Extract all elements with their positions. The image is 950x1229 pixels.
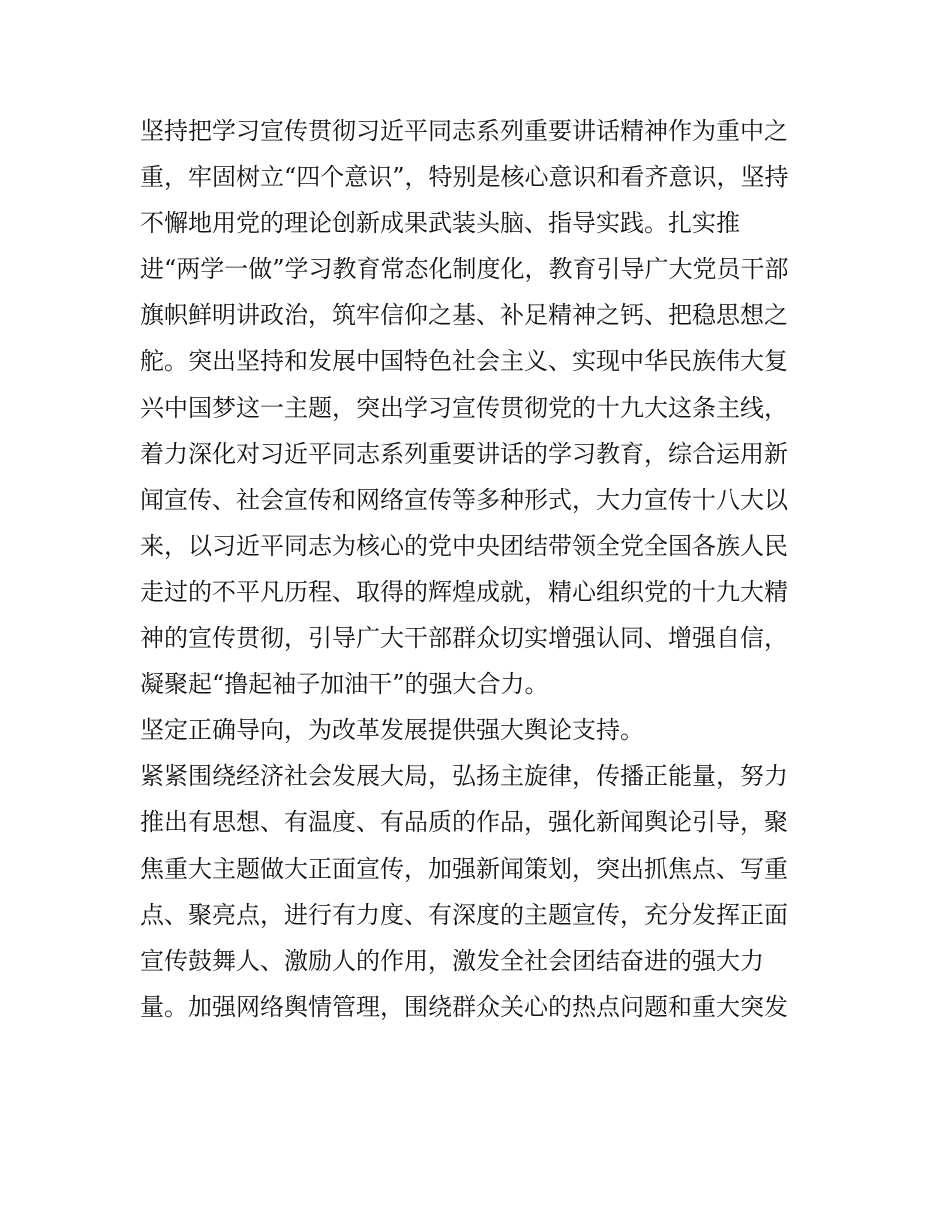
text-line-20: 量。加强网络舆情管理，围绕群众关心的热点问题和重大突发 <box>140 992 788 1021</box>
text-line-19: 宣传鼓舞人、激励人的作用，激发全社会团结奋进的强大力 <box>140 946 764 975</box>
text-line-2: 重，牢固树立“四个意识”，特别是核心意识和看齐意识，坚持 <box>140 163 789 192</box>
text-line-13: 凝聚起“撸起袖子加油干”的强大合力。 <box>140 670 549 699</box>
text-line-12: 神的宣传贯彻，引导广大干部群众切实增强认同、增强自信， <box>140 624 788 653</box>
text-line-8: 着力深化对习近平同志系列重要讲话的学习教育，综合运用新 <box>140 439 788 468</box>
text-line-10: 来，以习近平同志为核心的党中央团结带领全党全国各族人民 <box>140 531 788 560</box>
text-line-7: 兴中国梦这一主题，突出学习宣传贯彻党的十九大这条主线， <box>140 393 788 422</box>
text-line-9: 闻宣传、社会宣传和网络宣传等多种形式，大力宣传十八大以 <box>140 485 788 514</box>
text-line-1: 坚持把学习宣传贯彻习近平同志系列重要讲话精神作为重中之 <box>140 117 788 145</box>
text-line-6: 舵。突出坚持和发展中国特色社会主义、实现中华民族伟大复 <box>140 347 788 376</box>
body-text <box>140 108 830 1030</box>
text-line-11: 走过的不平凡历程、取得的辉煌成就，精心组织党的十九大精 <box>140 577 788 606</box>
text-line-4: 进“两学一做”学习教育常态化制度化，教育引导广大党员干部 <box>140 255 789 284</box>
text-line-16: 推出有思想、有温度、有品质的作品，强化新闻舆论引导，聚 <box>140 808 788 837</box>
text-line-3: 不懈地用党的理论创新成果武装头脑、指导实践。扎实推 <box>140 209 740 238</box>
section-heading: 坚定正确导向，为改革发展提供强大舆论支持。 <box>140 716 644 745</box>
text-line-18: 点、聚亮点，进行有力度、有深度的主题宣传，充分发挥正面 <box>140 900 788 929</box>
text-line-17: 焦重大主题做大正面宣传，加强新闻策划，突出抓焦点、写重 <box>140 854 788 883</box>
text-line-5: 旗帜鲜明讲政治，筑牢信仰之基、补足精神之钙、把稳思想之 <box>140 301 788 330</box>
text-line-15: 紧紧围绕经济社会发展大局，弘扬主旋律，传播正能量，努力 <box>140 762 788 791</box>
